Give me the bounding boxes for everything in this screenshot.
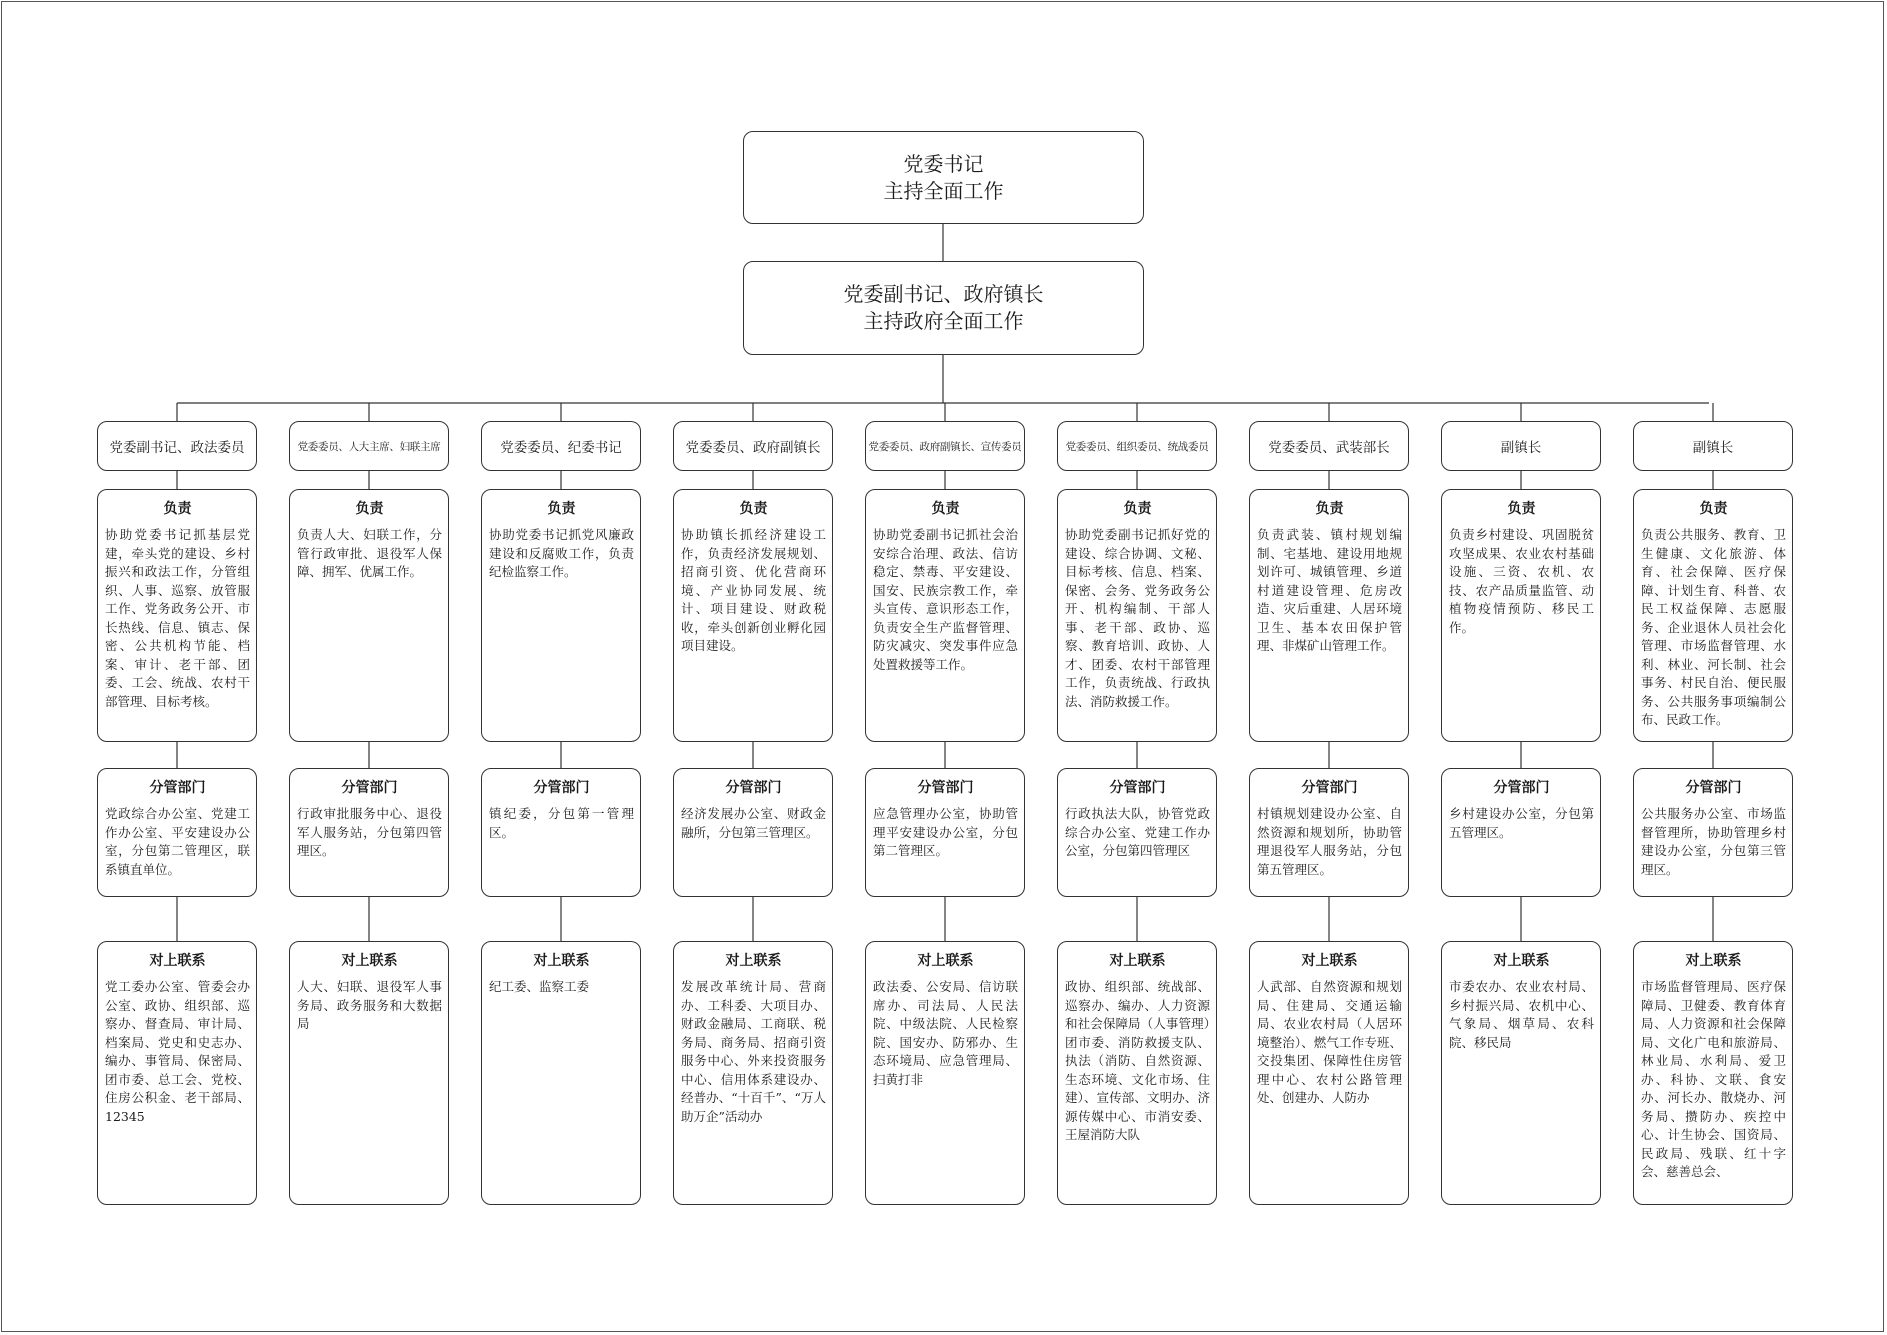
duty-heading: 负责 xyxy=(931,501,960,517)
town-mayor-duty: 主持政府全面工作 xyxy=(863,309,1024,333)
position-title: 党委委员、人大主席、妇联主席 xyxy=(289,421,449,471)
party-secretary-duty: 主持全面工作 xyxy=(883,178,1004,203)
duty-box xyxy=(1057,489,1217,742)
dept-heading: 分管部门 xyxy=(1301,780,1358,796)
dept-box xyxy=(865,768,1025,897)
duty-box xyxy=(289,489,449,742)
position-column-9 xyxy=(1633,0,1793,1335)
dept-text: 行政执法大队，协管党政综合办公室、党建工作办公室，分包第四管理区 xyxy=(1065,806,1210,858)
dept-box xyxy=(1249,768,1409,897)
position-column-7 xyxy=(1249,0,1409,1335)
duty-box xyxy=(1249,489,1409,742)
contact-heading: 对上联系 xyxy=(533,953,590,969)
duty-text: 负责人大、妇联工作，分管行政审批、退役军人保障、拥军、优属工作。 xyxy=(297,527,442,579)
duty-heading: 负责 xyxy=(1507,501,1536,517)
dept-text: 党政综合办公室、党建工作办公室、平安建设办公室，分包第二管理区，联系镇直单位。 xyxy=(105,806,250,877)
contact-text: 市委农办、农业农村局、乡村振兴局、农机中心、气象局、烟草局、农科院、移民局 xyxy=(1449,979,1594,1050)
dept-heading: 分管部门 xyxy=(1109,780,1166,796)
duty-heading: 负责 xyxy=(1315,501,1344,517)
contact-text: 人大、妇联、退役军人事务局、政务服务和大数据局 xyxy=(297,979,442,1031)
position-title: 党委委员、武装部长 xyxy=(1249,421,1409,471)
duty-heading: 负责 xyxy=(1123,501,1152,517)
duty-box xyxy=(673,489,833,742)
position-column-1 xyxy=(97,0,257,1335)
duty-text: 协助镇长抓经济建设工作，负责经济发展规划、招商引资、优化营商环境、产业协同发展、统计、项目建设、财政税收，牵头创新创业孵化园项目建设。 xyxy=(681,527,826,653)
position-title: 党委副书记、政法委员 xyxy=(97,421,257,471)
duty-box xyxy=(97,489,257,742)
contact-text: 政协、组织部、统战部、巡察办、编办、人力资源和社会保障局（人事管理）团市委、消防救援支队、执法（消防、自然资源、生态环境、文化市场、住建）、宣传部、文明办、济源传媒中心、市消安委、王屋消防大队 xyxy=(1065,979,1210,1142)
position-title: 副镇长 xyxy=(1633,421,1793,471)
dept-text: 公共服务办公室、市场监督管理所，协助管理乡村建设办公室，分包第三管理区。 xyxy=(1641,806,1786,877)
dept-box xyxy=(1057,768,1217,897)
position-column-2 xyxy=(289,0,449,1335)
duty-box xyxy=(1633,489,1793,742)
contact-heading: 对上联系 xyxy=(725,953,782,969)
contact-heading: 对上联系 xyxy=(149,953,206,969)
position-title: 党委委员、纪委书记 xyxy=(481,421,641,471)
duty-heading: 负责 xyxy=(355,501,384,517)
dept-box xyxy=(1441,768,1601,897)
duty-text: 协助党委副书记抓好党的建设、综合协调、文秘、目标考核、信息、档案、保密、会务、党务政务公开、机构编制、干部人事、老干部、政协、巡察、教育培训、政协、人才、团委、农村干部管理工作，负责统战、行政执法、消防救援工作。 xyxy=(1065,527,1210,709)
contact-heading: 对上联系 xyxy=(1301,953,1358,969)
dept-text: 镇纪委，分包第一管理区。 xyxy=(489,806,634,840)
contact-box xyxy=(1441,941,1601,1205)
contact-box xyxy=(481,941,641,1205)
duty-text: 协助党委书记抓党风廉政建设和反腐败工作，负责纪检监察工作。 xyxy=(489,527,634,579)
position-title: 副镇长 xyxy=(1441,421,1601,471)
duty-box xyxy=(1441,489,1601,742)
dept-text: 应急管理办公室，协助管理平安建设办公室，分包第二管理区。 xyxy=(873,806,1018,858)
position-column-3 xyxy=(481,0,641,1335)
contact-box xyxy=(1633,941,1793,1205)
dept-text: 村镇规划建设办公室、自然资源和规划所，协助管理退役军人服务站，分包第五管理区。 xyxy=(1257,806,1402,877)
contact-text: 政法委、公安局、信访联席办、司法局、人民法院、中级法院、人民检察院、国安办、防邪办、生态环境局、应急管理局、扫黄打非 xyxy=(873,979,1018,1087)
duty-text: 协助党委副书记抓社会治安综合治理、政法、信访稳定、禁毒、平安建设、国安、民族宗教工作，牵头宣传、意识形态工作，负责安全生产监督管理、防灾减灾、突发事件应急处置救援等工作。 xyxy=(873,527,1018,672)
contact-box xyxy=(1057,941,1217,1205)
duty-text: 负责武装、镇村规划编制、宅基地、建设用地规划许可、城镇管理、乡道村道建设管理、危房改造、灾后重建、人居环境卫生、基本农田保护管理、非煤矿山管理工作。 xyxy=(1257,527,1402,653)
contact-box xyxy=(289,941,449,1205)
contact-box xyxy=(673,941,833,1205)
dept-heading: 分管部门 xyxy=(725,780,782,796)
position-title: 党委委员、组织委员、统战委员 xyxy=(1057,421,1217,471)
dept-text: 经济发展办公室、财政金融所，分包第三管理区。 xyxy=(681,806,826,840)
dept-box xyxy=(97,768,257,897)
dept-heading: 分管部门 xyxy=(341,780,398,796)
duty-heading: 负责 xyxy=(739,501,768,517)
contact-box xyxy=(865,941,1025,1205)
contact-text: 市场监督管理局、医疗保障局、卫健委、教育体育局、人力资源和社会保障局、文化广电和旅游局、林业局、水利局、爱卫办、科协、文联、食安办、河长办、散烧办、河务局、攒防办、疾控中心、计生协会、国资局、民政局、残联、红十字会、慈善总会、 xyxy=(1641,979,1786,1179)
duty-text: 负责公共服务、教育、卫生健康、文化旅游、体育、社会保障、医疗保障、计划生育、科普、农民工权益保障、志愿服务、企业退休人员社会化管理、市场监督管理、水利、林业、河长制、社会事务、村民自治、便民服务、公共服务事项编制公布、民政工作。 xyxy=(1641,527,1786,727)
contact-text: 党工委办公室、管委会办公室、政协、组织部、巡察办、督查局、审计局、档案局、党史和史志办、编办、事管局、保密局、团市委、总工会、党校、住房公积金、老干部局、12345 xyxy=(105,979,250,1124)
contact-heading: 对上联系 xyxy=(1685,953,1742,969)
dept-box xyxy=(289,768,449,897)
dept-heading: 分管部门 xyxy=(1685,780,1742,796)
party-secretary-title: 党委书记 xyxy=(903,151,984,176)
duty-heading: 负责 xyxy=(547,501,576,517)
contact-box xyxy=(97,941,257,1205)
position-column-5 xyxy=(865,0,1025,1335)
contact-text: 纪工委、监察工委 xyxy=(489,979,590,994)
dept-box xyxy=(673,768,833,897)
dept-text: 行政审批服务中心、退役军人服务站，分包第四管理区。 xyxy=(297,806,442,858)
dept-heading: 分管部门 xyxy=(1493,780,1550,796)
contact-box xyxy=(1249,941,1409,1205)
dept-box xyxy=(1633,768,1793,897)
dept-text: 乡村建设办公室，分包第五管理区。 xyxy=(1449,806,1594,840)
contact-text: 人武部、自然资源和规划局、住建局、交通运输局、农业农村局（人居环境整治）、燃气工作专班、交投集团、保障性住房管理中心、农村公路管理处、创建办、人防办 xyxy=(1257,979,1402,1105)
dept-heading: 分管部门 xyxy=(917,780,974,796)
duty-text: 负责乡村建设、巩固脱贫攻坚成果、农业农村基础设施、三资、农机、农技、农产品质量监管、动植物疫情预防、移民工作。 xyxy=(1449,527,1594,635)
duty-box xyxy=(865,489,1025,742)
contact-heading: 对上联系 xyxy=(917,953,974,969)
duty-box xyxy=(481,489,641,742)
position-column-4 xyxy=(673,0,833,1335)
position-title: 党委委员、政府副镇长、宣传委员 xyxy=(865,421,1025,471)
duty-text: 协助党委书记抓基层党建，牵头党的建设、乡村振兴和政法工作，分管组织、人事、巡察、放管服工作、党务政务公开、市长热线、信息、镇志、保密、公共机构节能、档案、审计、老干部、团委、工会、统战、农村干部管理、目标考核。 xyxy=(105,527,250,709)
contact-heading: 对上联系 xyxy=(341,953,398,969)
duty-heading: 负责 xyxy=(1699,501,1728,517)
contact-heading: 对上联系 xyxy=(1109,953,1166,969)
dept-heading: 分管部门 xyxy=(149,780,206,796)
dept-heading: 分管部门 xyxy=(533,780,590,796)
position-title: 党委委员、政府副镇长 xyxy=(673,421,833,471)
position-column-8 xyxy=(1441,0,1601,1335)
contact-heading: 对上联系 xyxy=(1493,953,1550,969)
position-column-6 xyxy=(1057,0,1217,1335)
dept-box xyxy=(481,768,641,897)
duty-heading: 负责 xyxy=(163,501,192,517)
contact-text: 发展改革统计局、营商办、工科委、大项目办、财政金融局、工商联、税务局、商务局、招商引资服务中心、外来投资服务中心、信用体系建设办、经普办、“十百千”、“万人助万企”活动办 xyxy=(681,979,826,1124)
town-mayor-title: 党委副书记、政府镇长 xyxy=(843,282,1044,306)
